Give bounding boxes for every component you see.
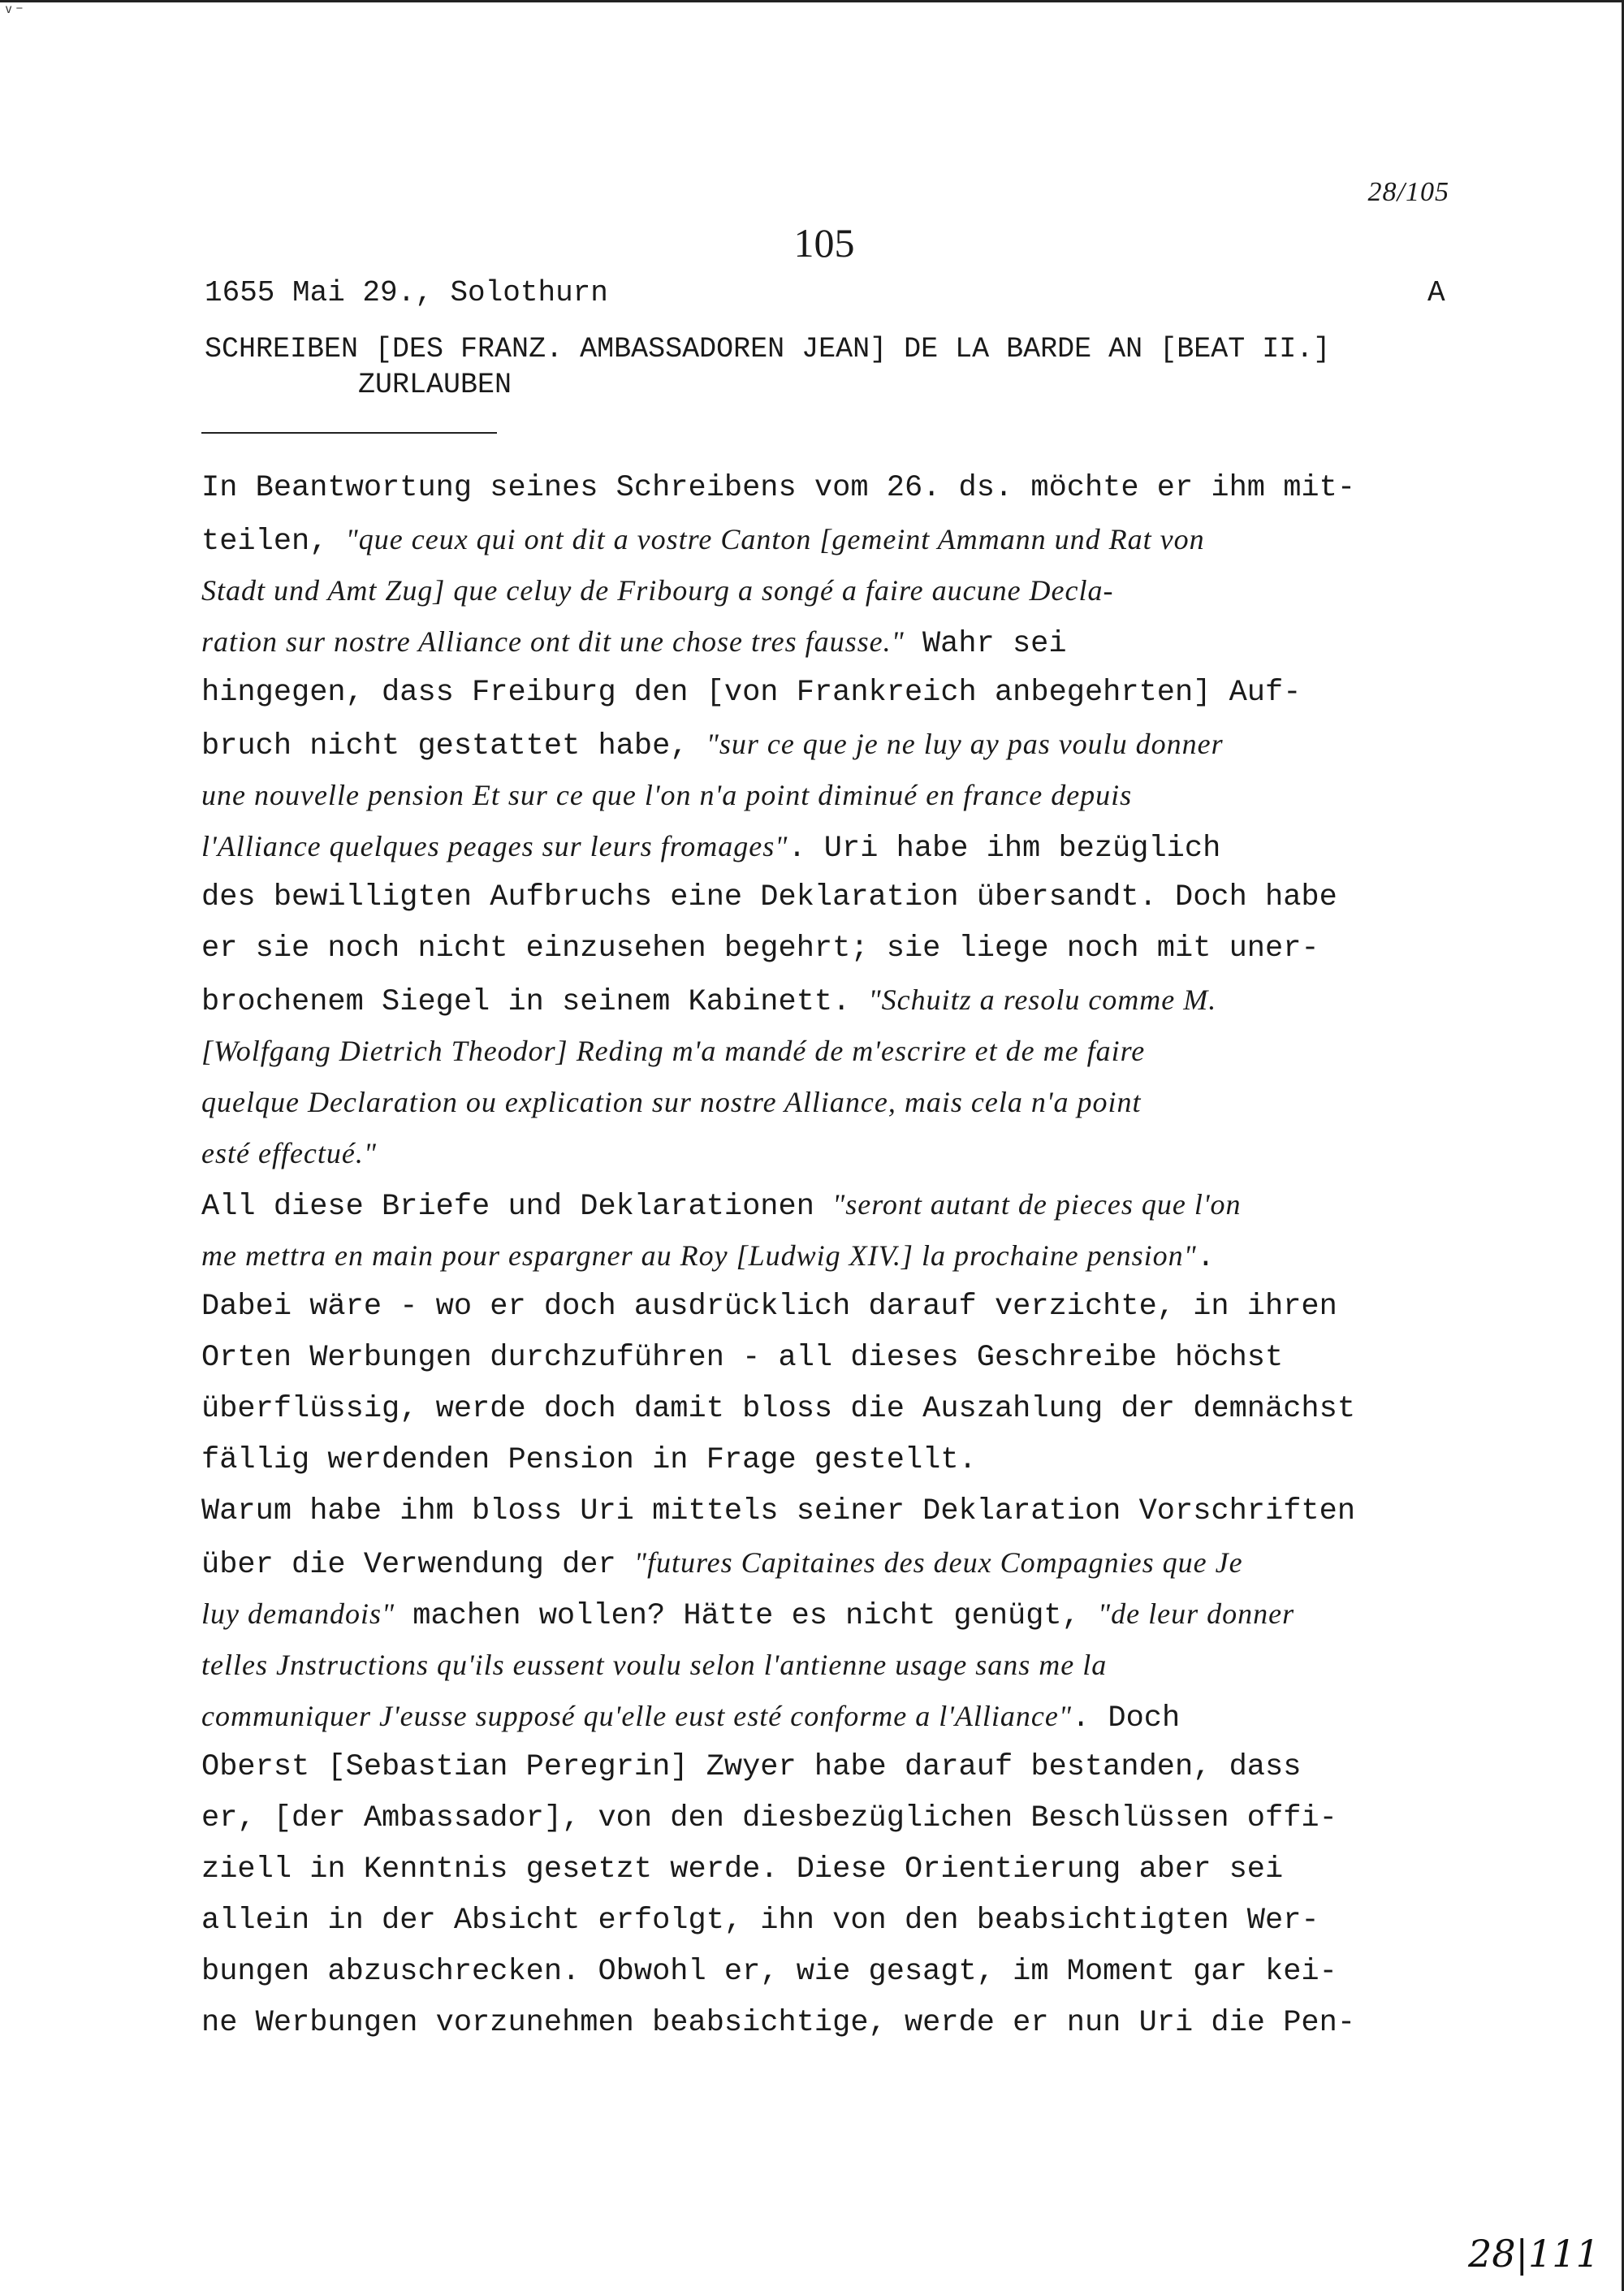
summary-text: allein in der Absicht erfolgt, ihn von den beabsichtigten Wer- [201, 1904, 1320, 1938]
title-divider [201, 432, 497, 434]
body-line [201, 1793, 1468, 1844]
quoted-french-text: Stadt und Amt Zug] que celuy de Fribourg a songé a faire aucune Decla- [201, 574, 1114, 607]
quoted-french-text: l'Alliance quelques peages sur leurs fromages" [201, 830, 788, 862]
body-line [201, 1589, 1468, 1640]
summary-text: er, [der Ambassador], von den diesbezüglichen Beschlüssen offi- [201, 1801, 1337, 1835]
body-line [201, 1691, 1468, 1742]
body-line [201, 1179, 1468, 1230]
quoted-french-text: telles Jnstructions qu'ils eussent voulu selon l'antienne usage sans me la [201, 1649, 1108, 1681]
body-line [201, 1486, 1468, 1537]
body-line [201, 1282, 1468, 1333]
summary-text: Warum habe ihm bloss Uri mittels seiner Deklaration Vorschriften [201, 1494, 1356, 1528]
quoted-french-text: ration sur nostre Alliance ont dit une chose tres fausse." [201, 625, 905, 658]
quoted-french-text: une nouvelle pension Et sur ce que l'on n'a point diminué en france depuis [201, 779, 1133, 811]
body-line [201, 1844, 1468, 1895]
body-line [201, 514, 1468, 565]
archive-reference-bottom: 28|111 [1468, 2232, 1600, 2276]
quoted-french-text: "de leur donner [1098, 1597, 1295, 1630]
body-line [201, 1947, 1468, 1998]
summary-text: brochenem Siegel in seinem Kabinett. [201, 985, 869, 1019]
body-line [201, 463, 1468, 514]
body-line [201, 821, 1468, 872]
body-line [201, 872, 1468, 923]
body-line [201, 616, 1468, 668]
summary-text: er sie noch nicht einzusehen begehrt; sie liege noch mit uner- [201, 932, 1320, 966]
summary-text: In Beantwortung seines Schreibens vom 26. ds. möchte er ihm mit- [201, 471, 1356, 505]
section-letter: A [1427, 276, 1445, 309]
page-top-border [0, 0, 1624, 2]
quoted-french-text: luy demandois" [201, 1597, 395, 1630]
summary-text: teilen, [201, 525, 346, 559]
summary-text: All diese Briefe und Deklarationen [201, 1190, 833, 1224]
archive-reference-top: 28/105 [1367, 177, 1449, 207]
body-line [201, 1435, 1468, 1486]
body-line [201, 1742, 1468, 1793]
body-line [201, 1128, 1468, 1179]
date-place-line: 1655 Mai 29., Solothurn [205, 276, 608, 309]
summary-text: hingegen, dass Freiburg den [von Frankreich anbegehrten] Auf- [201, 676, 1302, 710]
title-line: ZURLAUBEN [205, 369, 512, 401]
summary-text: fällig werdenden Pension in Frage gestellt. [201, 1443, 977, 1477]
letter-summary-body [201, 463, 1468, 2049]
body-line [201, 719, 1468, 770]
body-line [201, 1230, 1468, 1282]
title-line: SCHREIBEN [DES FRANZ. AMBASSADOREN JEAN] DE LA BARDE AN [BEAT II.] [205, 333, 1331, 365]
body-line [201, 923, 1468, 975]
quoted-french-text: quelque Declaration ou explication sur nostre Alliance, mais cela n'a point [201, 1086, 1142, 1118]
document-number: 105 [793, 220, 855, 266]
summary-text: Oberst [Sebastian Peregrin] Zwyer habe darauf bestanden, dass [201, 1750, 1302, 1784]
body-line [201, 1026, 1468, 1077]
summary-text: Orten Werbungen durchzuführen - all dieses Geschreibe höchst [201, 1341, 1284, 1375]
summary-text: ziell in Kenntnis gesetzt werde. Diese Orientierung aber sei [201, 1852, 1284, 1887]
body-line [201, 1998, 1468, 2049]
summary-text: machen wollen? Hätte es nicht genügt, [395, 1599, 1099, 1633]
body-line [201, 668, 1468, 719]
body-line [201, 770, 1468, 821]
quoted-french-text: "futures Capitaines des deux Compagnies que Je [633, 1546, 1243, 1579]
quoted-french-text: "seront autant de pieces que l'on [832, 1188, 1242, 1221]
body-line [201, 1384, 1468, 1435]
quoted-french-text: "que ceux qui ont dit a vostre Canton [gemeint Ammann und Rat von [345, 523, 1205, 555]
quoted-french-text: me mettra en main pour espargner au Roy [Ludwig XIV.] la prochaine pension" [201, 1239, 1197, 1272]
summary-text: überflüssig, werde doch damit bloss die Auszahlung der demnächst [201, 1392, 1356, 1426]
summary-text: bungen abzuschrecken. Obwohl er, wie gesagt, im Moment gar kei- [201, 1955, 1337, 1989]
summary-text: . Doch [1071, 1701, 1181, 1736]
quoted-french-text: "Schuitz a resolu comme M. [868, 983, 1217, 1016]
summary-text: des bewilligten Aufbruchs eine Deklaration übersandt. Doch habe [201, 880, 1337, 914]
summary-text: . [1196, 1241, 1215, 1275]
summary-text: Dabei wäre - wo er doch ausdrücklich darauf verzichte, in ihren [201, 1290, 1337, 1324]
summary-text: ne Werbungen vorzunehmen beabsichtige, werde er nun Uri die Pen- [201, 2006, 1356, 2040]
summary-text: über die Verwendung der [201, 1548, 634, 1582]
quoted-french-text: communiquer J'eusse supposé qu'elle eust esté conforme a l'Alliance" [201, 1700, 1072, 1732]
summary-text: bruch nicht gestattet habe, [201, 729, 706, 763]
body-line [201, 1333, 1468, 1384]
quoted-french-text: esté effectué." [201, 1137, 378, 1169]
quoted-french-text: "sur ce que je ne luy ay pas voulu donner [706, 728, 1224, 760]
summary-text: . Uri habe ihm bezüglich [788, 832, 1221, 866]
body-line [201, 1537, 1468, 1589]
body-line [201, 1077, 1468, 1128]
body-line [201, 565, 1468, 616]
summary-text: Wahr sei [904, 627, 1067, 661]
body-line [201, 975, 1468, 1026]
body-line [201, 1895, 1468, 1947]
quoted-french-text: [Wolfgang Dietrich Theodor] Reding m'a mandé de m'escrire et de me faire [201, 1035, 1146, 1067]
body-line [201, 1640, 1468, 1691]
document-title [205, 331, 1488, 403]
corner-mark: ᵛ⁻ [3, 2, 25, 23]
